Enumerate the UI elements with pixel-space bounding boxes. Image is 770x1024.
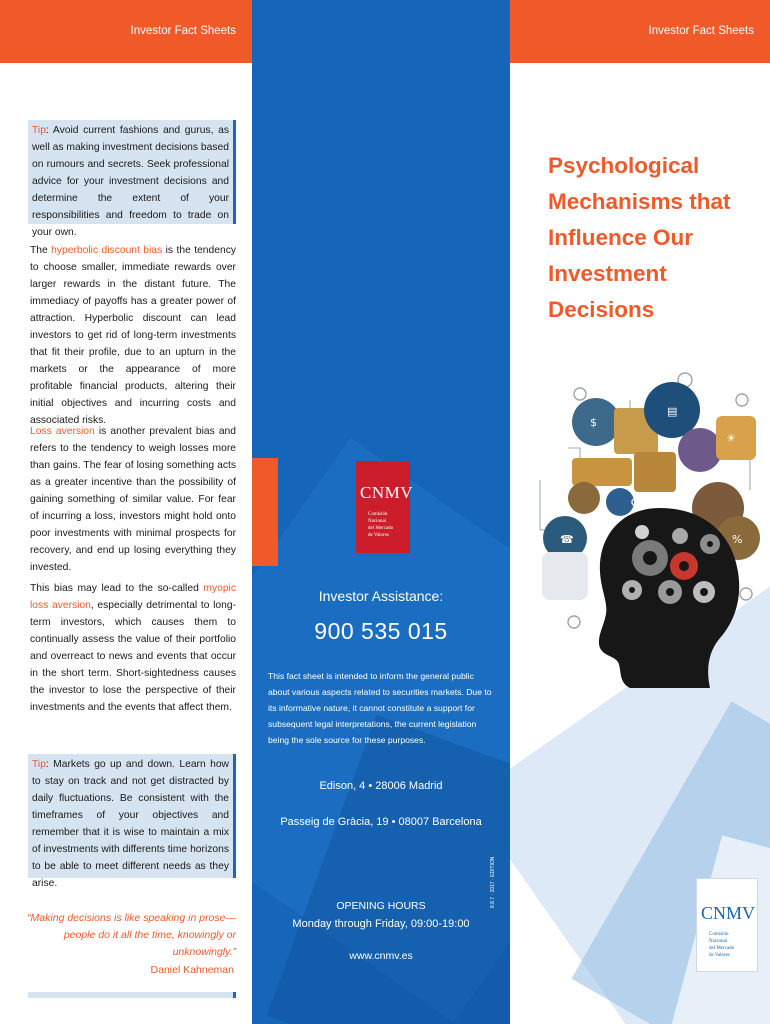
disclaimer-text: This fact sheet is intended to inform the general public about various aspects related to securities markets. Due to its informative nature, it cannot constitute a support for subsequent legal interpretations, the current legislation being the sole source for these purposes. <box>268 671 492 745</box>
loss-aversion-paragraph <box>30 423 236 576</box>
website-link[interactable]: www.cnmv.es <box>349 950 413 962</box>
tip-label: Tip <box>32 125 46 136</box>
logo-wordmark: CNMV <box>360 483 414 502</box>
lightbulb-icon: ☀ <box>726 432 736 445</box>
logo-subtext-line: de Valores <box>709 953 730 958</box>
tip-text: : Markets go up and down. Learn how to stay on track and not get distracted by daily fluctuations. Be consistent with the timeframes of your objectives and remember that it is wise to maintain a mix of investments with differents time horizons to be able to meet different needs as they arise. <box>32 759 229 889</box>
quote-divider <box>28 992 236 998</box>
tip-box-2 <box>28 754 236 889</box>
right-panel <box>510 0 770 1024</box>
right-header-bar <box>510 0 770 63</box>
phone-icon: ☎ <box>560 533 574 546</box>
logo-subtext-line: Comisión <box>709 932 729 937</box>
highlight-term: Loss aversion <box>30 426 95 437</box>
investor-assistance-label: Investor Assistance: <box>318 588 444 604</box>
logo-subtext <box>709 931 734 959</box>
edition-code: 8.8.7 · 2017 · EDITION <box>490 856 496 908</box>
head-gears-illustration <box>510 360 770 690</box>
gear-icon: ⚙ <box>630 496 640 509</box>
tip-text: : Avoid current fashions and gurus, as well as making investment decisions based on rumours and secrets. Seek professional advice for your investment decisions and determine the extent of your responsibilities and freedom to trade on your own. <box>32 125 229 238</box>
para-text: is another prevalent bias and refers to the tendency to weigh losses more than gains. The fear of losing something acts as a greater incentive than the possibility of gaining something of similar value. For fear of incurring a loss, investors might hold onto poor investments with minimal prospects for recovery, and end up losing everything they invested. <box>30 426 237 573</box>
tip-label: Tip <box>32 759 46 770</box>
chart-icon: ▤ <box>667 405 678 418</box>
dollar-icon: $ <box>590 416 597 429</box>
brochure-title: Psychological Mechanisms that Influence Our Investment Decisions <box>548 153 731 322</box>
logo-subtext-line: del Mercado <box>368 526 394 531</box>
highlight-term: hyperbolic discount bias <box>51 245 163 256</box>
myopic-loss-paragraph <box>30 580 236 716</box>
logo-subtext-line: de Valores <box>368 533 389 538</box>
opening-hours-title: OPENING HOURS <box>336 900 426 912</box>
left-panel <box>0 0 252 1024</box>
address-barcelona: Passeig de Gràcia, 19 • 08007 Barcelona <box>280 816 482 828</box>
kahneman-quote: “Making decisions is like speaking in prose—people do it all the time, knowingly or unknowingly.” <box>27 912 236 958</box>
logo-subtext-line: Nacional <box>368 519 387 524</box>
address-madrid: Edison, 4 • 28006 Madrid <box>319 780 443 792</box>
percent-icon: % <box>732 533 743 546</box>
tip-box-1 <box>28 120 236 238</box>
logo-subtext-line: Comisión <box>368 512 388 517</box>
para-text: , especially detrimental to long-term investors, which causes them to continually assess the value of their portfolio and overreact to news and events that occur in the short term. Short-sightedness causes the investor to lose the perspective of their investments and the events that affect them. <box>30 600 236 713</box>
left-header-label: Investor Fact Sheets <box>130 25 236 37</box>
orange-accent-tab <box>252 458 278 566</box>
quote-author: Daniel Kahneman <box>150 964 234 976</box>
logo-subtext-line: Nacional <box>709 939 728 944</box>
highlight-term: myopic loss aversion <box>30 583 236 611</box>
para-text: is the tendency to choose smaller, immediate rewards over larger rewards in the distant future. The immediacy of payoffs has a greater power of attraction. Hyperbolic discount can lead investors to get rid of long-term investments that fit their profile, due to an upturn in the markets or the appearance of more profitable financial products, altering their initial objectives and incurring costs and associated risks. <box>30 245 237 426</box>
opening-hours: Monday through Friday, 09:00-19:00 <box>292 918 470 930</box>
cnmv-logo <box>356 461 414 553</box>
para-text: This bias may lead to the so-called <box>30 583 204 594</box>
logo-subtext-line: del Mercado <box>709 946 735 951</box>
logo-wordmark: CNMV <box>701 903 756 923</box>
middle-panel <box>252 0 510 1024</box>
hyperbolic-discount-paragraph <box>30 242 236 429</box>
logo-subtext <box>368 511 393 539</box>
phone-number[interactable]: 900 535 015 <box>314 618 448 644</box>
para-text: The <box>30 245 52 256</box>
cnmv-logo-badge <box>696 878 758 972</box>
right-header-label: Investor Fact Sheets <box>648 25 754 37</box>
left-header-bar <box>0 0 252 63</box>
